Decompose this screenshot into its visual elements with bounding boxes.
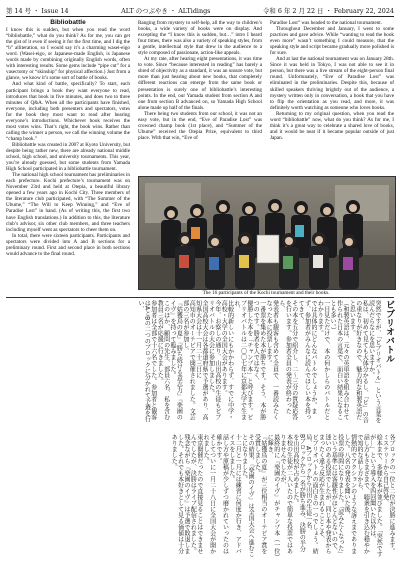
japanese-column: 今年、お察しの通り、山田高校の生徒もビブリオバトルの大会に参加しました。 [207, 300, 221, 420]
english-column-1 [6, 20, 130, 257]
japanese-column: 参加者は全部で十六名でした。参加者と観客はAとBの二つのブロックに分かれて予選を行い、 [136, 300, 157, 423]
issue-date: 令和 6 年 2 月 22 日 ・ February 22, 2024 [263, 6, 394, 15]
japanese-column: 迷いのある投票でしたが、同じ本や発表からまったく違う反応が生まれることこそ、 [317, 434, 331, 554]
section-divider [6, 297, 394, 298]
paragraph: And at last the national tournament was on January 28th. Since it was held in Tokyo, I was not able to see it in person, but there was a live stream of the eight-person final round. Unfortunately, “Eve of Paradise Lost” was eliminated in the preliminaries. Despite this, because of skilled speakers thriving brightly out of the audience, a mystery written only in conversation, a book that you have to flip the orientation as you read, and more, it was definitely worth watching as someone who loves books. [270, 56, 394, 111]
japanese-column: 優勝した本を「チャンプ本」と呼びます。ビブリオバトルは二〇〇七年に京都大学で生まれ、 [233, 300, 253, 420]
article-title: Bibliobattle [50, 19, 86, 26]
japanese-column: 十二月と一月には練習に何度か行き、アドバイスをしました。 [227, 434, 242, 554]
paragraph: Throughout December and January, I went to some practices and gave advice. While “wanting to read the book even more” wasn’t something I could measure, that the speaking style and script became gradually more polished is for sure. [270, 26, 394, 57]
photo-caption: The 16 participants of the Kochi tournament and their books. [202, 290, 330, 296]
japanese-column: （和製英語は、元々の英単語を組み合わせて作られた日本の言葉で、面白い結果になることも多い。） [329, 300, 349, 420]
paragraph: Paradise Lost” was headed to the national tournament. [270, 20, 382, 26]
japanese-column: その本を五分で紹介し、二〜三分の質疑応答を行います。参加者全員の発表が終わったら、 [277, 300, 298, 420]
japanese-column: このほか、顧問の先生、部員六名、私を含む教員三名が応援に行きました。 [156, 300, 170, 420]
paragraph: And what kind of battle, specifically? To start, each participant brings a book they want everyone to read, introduces that book in five minutes, and does two to three minutes of Q&A. When all the participants have finished, everyone, including both presenters and spectators, votes for the book they most want to read after hearing everyone’s introductions. Whichever book receives the most votes wins. That’s right, the book wins. Rather than calling the winner a person, we call the winning volume the “champ book.” [6, 81, 130, 142]
paragraph: Returning to my original question, when you read the word “bibliobattle” now, what do you think? As for me, I think it’s a great way to celebrate a shared love of books, and it would be neat if it became popular outside of just Japan. [270, 110, 394, 141]
paragraph: Ranging from mystery to self-help, all the way to children’s books, a wide variety of books were on display. And excepting the “I know this is sudden, but…” intro I heard four times, there was also a variety of speaking styles, from a gentle, intellectual style that drew in the audience to a style composed of passionate, action-like appeals. [138, 20, 262, 57]
japanese-column: 『姑獲鳥の夏』『勝ち続ける意志力』『楽園のイヴ』を持って臨みました。 [169, 300, 183, 420]
page-header [6, 4, 394, 17]
japanese-column: 話し方や原稿が少しずつ磨かれていったのは確かです。 [215, 434, 229, 554]
group-photo-illustration [139, 177, 395, 289]
paragraph: In total, there were sixteen participants. Participants and spectators were divided into A and B sections for a preliminary round. First and second place in both sections would advance to the final round. [6, 232, 130, 257]
japanese-title: ビブリオバトル [384, 300, 394, 363]
japanese-column: では具体的にどんなバトルでしょうか。まず、参加者がみんなに読んでほしい本を持ってきて、 [297, 300, 317, 420]
japanese-text-upper [6, 300, 380, 424]
paragraph: I know this is sudden, but when you read the word “bibliobattle,” what do you think? As for me, you can get the gist of it even if seeing it for the first time, and I dig the “b” alliteration, so I would say it’s a charming wasei-eigo word. (Wasei-eigo, or Japanese-made English, is Japanese words made by combining originally English words, often with interesting results. Some gems include “pipe cut” for a vasectomy or “skinship” for physical affection.) Just from a glance, we know it’s some sort of battle of books. [6, 27, 130, 82]
newsletter-title: ALT のつぶやき ・ ALTidings [121, 6, 211, 15]
japanese-column: 最終的に『楽園のイヴ』がチャンプ本（一位）に輝き、 [266, 434, 280, 557]
japanese-column: その結果、『楽園のイヴ』は全国大会へ進むことになりました。 [240, 434, 255, 557]
japanese-column: 東京開催だったので直接見ることはできませんでしたが、決勝はライブ配信されました。 [189, 434, 203, 554]
japanese-column: 投票の時間になりました。「読みたくなった」という基準には客観性がほとんどないので、 [330, 434, 344, 557]
japanese-column: 一番票を集めた本が勝ちです。そう、本が勝つのです。勝者を人ではなく、 [252, 300, 266, 420]
japanese-column: 突然ですが、「ビブリオバトル」という言葉を読んだらなにを思いますか。 [367, 300, 381, 423]
japanese-column: ビブリオバトルの面白さの一つでしょう。結局、Aブロックから山田の生徒一名、 [304, 434, 319, 554]
japanese-column: 高知市のオーテピアで開催されました。文芸部の三名が参加し、 [181, 300, 196, 420]
japanese-column: 絵本まで、多様な本が並びました。「突然ですが…」という導入を四回聞いた以外は、 [368, 434, 383, 557]
newsletter-page [6, 4, 394, 562]
group-photo [138, 176, 396, 290]
japanese-column: 比較的新しいにもかかわらず、すでに中学・高校・大学の全国大会があります。 [220, 300, 234, 420]
paragraph: The national high school tournament has preliminaries in each prefecture. Kochi prefecture’s tournament was on November 23rd and held at Otepia, a beautiful library opened a few years ago in Kochi City. Three members of the literature club participated, with “The Summer of the Ubume,” “The Will to Keep Winning,” and “Eve of Paradise Lost” in hand. (As of writing this, the first two have English translations.) In addition to this, the literature club’s advisor, six other club members, and three teachers including myself went as spectators to cheer them on. [6, 172, 130, 233]
japanese-column: 発表者も観客も含めて全員で、一番読みたくなった本に投票します。 [265, 300, 279, 420]
japanese-column: 本校の生徒が二人いたので簡単な投票ではありませんでしたが、 [279, 434, 293, 554]
japanese-column: 私は、初めて見ても大体分かるし、「ビ」の音の重なりが好きなので、魅力的な和製英語だと思います。 [348, 300, 369, 423]
japanese-column: 全国高校大会は各都道府県で予選があり、高知県大会は十一月二十三日に [194, 300, 209, 420]
paragraph: Bibliobattle was created in 2007 at Kyoto University, but despite being rather new, there are already national middle school, high school, and university tournaments. This year, you’re already guessed, but some students from Yamada High School participated in a bibliobattle tournament. [6, 141, 130, 173]
japanese-column: 一目見ただけで、本の何かしらのバトルだとわかります。 [316, 300, 330, 420]
english-column-2 [138, 20, 262, 141]
paragraph: At my rate, after hearing eight presentations, it was time to vote. Since “because interested in reading” has barely a shred of objectivity as a standard, it was an unsure vote, but more than just hearing about new books, that completely different reactions can emerge from the same book or presentation is surely one of bibliobattle’s interesting points. In the end, our Yamada student from section A and one from section B advanced on, so Yamada High School alone made up half of the finals. [138, 56, 262, 111]
japanese-column: 『姑獲鳥の夏』が三位相当のオーテピア賞を受賞しました。 [253, 434, 267, 554]
japanese-column: 各ブロックの一位と二位が決勝に進みます。ミステリーから自己啓発、 [381, 434, 395, 554]
japanese-column: Bブロックから一名が勝ち進み、決勝の半分を山田高校が占めました。 [291, 434, 306, 553]
issue-number: 第 14 号 ・ Issue 14 [6, 6, 69, 15]
japanese-text-lower [6, 434, 394, 558]
english-column-3 [270, 20, 394, 141]
paragraph: There being two students from our school, it was not an easy vote, but in the end, “Eve of Paradise Lost” was crowned champ book (1st place), and “Summer of the Ubume” received the Otepia Prize, equivalent to third place. With that win, “Eve of [138, 110, 262, 141]
japanese-column: 情熱的でアクションのような訴えまでありました。八名の発表を聞いた後、 [343, 434, 357, 554]
japanese-column: 話し方もさまざまで、聴衆を引き込む穏やかで知的な話し方から、 [355, 434, 370, 554]
japanese-column: 残念ながら『楽園のイヴ』は予選で敗退しました。それでも本好きとして見る価値は十分ありました。 [170, 434, 190, 554]
japanese-column: そしてついに一月二十八日に全国大会が開かれました。 [202, 434, 216, 554]
japanese-article [6, 300, 394, 562]
